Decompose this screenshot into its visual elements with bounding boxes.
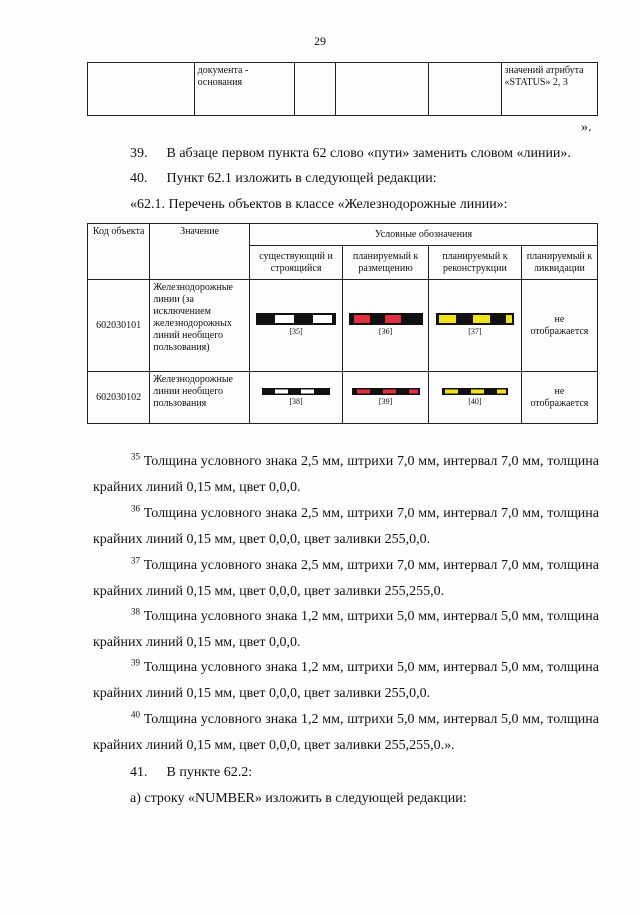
item-41: [130, 764, 252, 782]
footnote-number: 35: [131, 451, 140, 462]
header-planned-placement: планируемый к размещению: [343, 246, 429, 280]
row-code: 602030102: [88, 372, 150, 424]
footnote-text: Толщина условного знака 1,2 мм, штрихи 5,0 мм, интервал 5,0 мм, толщина крайних линий 0,15 мм, цвет 0,0,0.: [93, 609, 599, 650]
footnote-ref: [36]: [378, 327, 393, 336]
footnote-40: [93, 707, 599, 759]
symbol-dash: [354, 315, 370, 323]
footnote-ref: [39]: [378, 396, 393, 406]
header-planned-reconstruction: планируемый к реконструкции: [428, 246, 521, 280]
symbol-cell: [249, 372, 342, 424]
footnote-37: [93, 553, 599, 605]
header-existing: существующий и строящийся: [249, 246, 342, 280]
symbol-cell: [343, 280, 429, 372]
subitem-a: а) строку «NUMBER» изложить в следующей редакции:: [130, 791, 467, 806]
closing-quote: ».: [581, 120, 592, 135]
footnote-text: Толщина условного знака 2,5 мм, штрихи 7,0 мм, интервал 7,0 мм, толщина крайних линий 0,15 мм, цвет 0,0,0, цвет заливки 255,0,0.: [93, 506, 599, 547]
footnote-38: [93, 604, 599, 656]
footnote-ref: [37]: [468, 327, 482, 336]
symbol-dash: [301, 389, 314, 393]
symbol-dash: [275, 315, 294, 323]
footnote-number: 39: [131, 657, 140, 668]
symbol-dash: [506, 315, 512, 323]
cell-status-values: значений атрибута «STATUS» 2, 3: [501, 63, 597, 116]
footnote-text: Толщина условного знака 1,2 мм, штрихи 5,0 мм, интервал 5,0 мм, толщина крайних линий 0,15 мм, цвет 0,0,0, цвет заливки 255,0,0.: [93, 660, 599, 701]
item-text: Пункт 62.1 изложить в следующей редакции:: [166, 171, 437, 186]
symbol-dash: [445, 389, 458, 393]
item-text: В пункте 62.2:: [166, 765, 253, 780]
railway-symbol-existing: [256, 313, 336, 325]
footnote-35: [93, 449, 599, 501]
item-39: [130, 145, 571, 163]
header-code: Код объекта: [88, 224, 150, 280]
continued-table: [87, 62, 598, 116]
railway-symbol-placement: [349, 313, 423, 325]
row-code: 602030101: [88, 280, 150, 372]
item-number: 39.: [130, 146, 148, 161]
symbol-dash: [383, 389, 396, 393]
item-text: В абзаце первом пункта 62 слово «пути» заменить словом «линии».: [166, 146, 571, 161]
objects-table: [87, 223, 598, 424]
footnote-36: [93, 501, 599, 553]
footnote-ref: [35]: [289, 327, 303, 336]
item-40: [130, 170, 437, 188]
cell-document-basis: документа - основания: [194, 63, 294, 116]
symbol-dash: [313, 315, 332, 323]
header-meaning: Значение: [150, 224, 250, 280]
footnote-text: Толщина условного знака 2,5 мм, штрихи 7,0 мм, интервал 7,0 мм, толщина крайних линий 0,15 мм, цвет 0,0,0.: [93, 454, 599, 495]
cell-empty: [429, 63, 501, 116]
symbol-dash: [409, 389, 418, 393]
railway-symbol-existing: [262, 388, 330, 395]
item-number: 41.: [130, 765, 148, 780]
railway-symbol-reconstruction: [442, 388, 508, 395]
footnote-number: 38: [131, 606, 140, 617]
footnote-number: 36: [131, 503, 140, 514]
footnote-ref: [38]: [289, 396, 303, 406]
symbol-dash: [275, 389, 288, 393]
row-meaning: Железнодорожные линии (за исключением железнодорожных линий необщего пользования): [150, 280, 250, 372]
footnote-number: 40: [131, 709, 140, 720]
not-displayed: не отображается: [521, 280, 597, 372]
railway-symbol-placement: [352, 388, 420, 395]
railway-symbol-reconstruction: [436, 313, 514, 325]
symbol-dash: [357, 389, 370, 393]
footnote-text: Толщина условного знака 2,5 мм, штрихи 7,0 мм, интервал 7,0 мм, толщина крайних линий 0,15 мм, цвет 0,0,0, цвет заливки 255,255,0.: [93, 558, 599, 599]
symbol-cell: [343, 372, 429, 424]
header-planned-liquidation: планируемый к ликвидации: [521, 246, 597, 280]
cell-empty: [335, 63, 429, 116]
symbol-dash: [385, 315, 401, 323]
not-displayed: не отображается: [521, 372, 597, 424]
footnote-ref: [40]: [468, 396, 482, 406]
symbol-dash: [439, 315, 456, 323]
footnote-text: Толщина условного знака 1,2 мм, штрихи 5,0 мм, интервал 5,0 мм, толщина крайних линий 0,15 мм, цвет 0,0,0, цвет заливки 255,255,0.».: [93, 712, 599, 753]
symbol-cell: [249, 280, 342, 372]
row-meaning: Железнодорожные линии необщего пользования: [150, 372, 250, 424]
symbol-dash: [473, 315, 490, 323]
footnote-39: [93, 655, 599, 707]
item-number: 40.: [130, 171, 148, 186]
list-title: «62.1. Перечень объектов в классе «Железнодорожные линии»:: [130, 197, 508, 212]
symbol-dash: [471, 389, 484, 393]
symbol-cell: [428, 280, 521, 372]
symbol-dash: [497, 389, 506, 393]
header-symbols: Условные обозначения: [249, 224, 597, 246]
page-number: 29: [314, 34, 326, 48]
cell-empty: [88, 63, 195, 116]
symbol-cell: [428, 372, 521, 424]
footnote-number: 37: [131, 555, 140, 566]
cell-empty: [295, 63, 336, 116]
